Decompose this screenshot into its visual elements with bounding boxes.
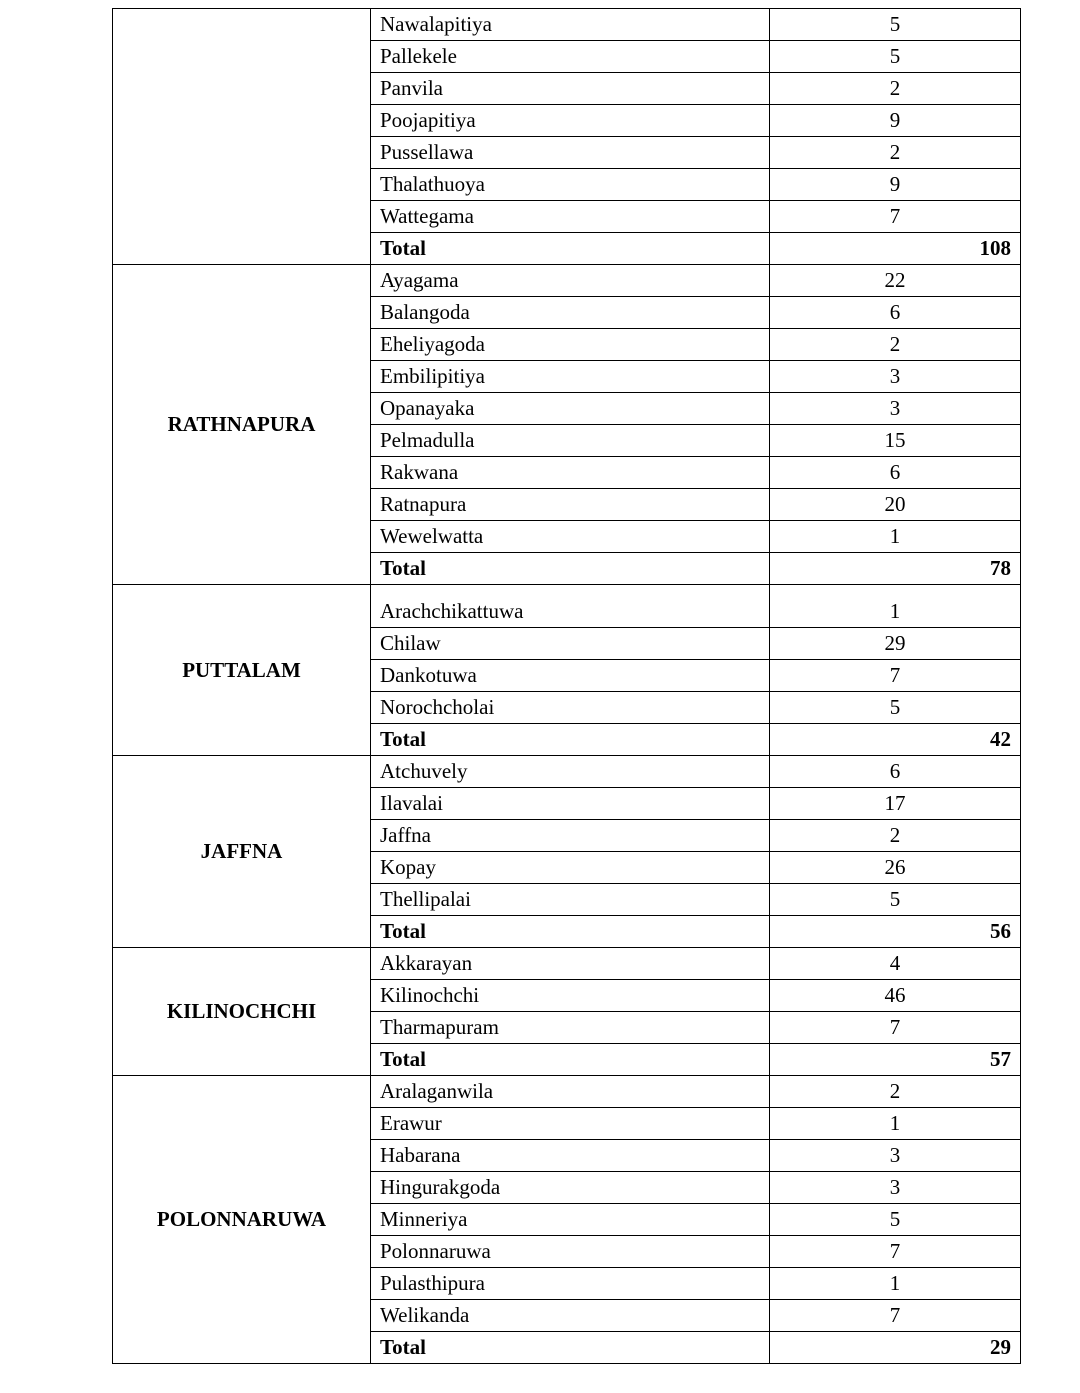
place-count: 2 xyxy=(770,820,1021,852)
table-row xyxy=(113,585,1021,628)
place-count: 2 xyxy=(770,137,1021,169)
place-name: Ilavalai xyxy=(371,788,770,820)
total-value: 108 xyxy=(770,233,1021,265)
place-count: 5 xyxy=(770,1204,1021,1236)
place-name: Polonnaruwa xyxy=(371,1236,770,1268)
place-name: Nawalapitiya xyxy=(371,9,770,41)
place-count: 2 xyxy=(770,1076,1021,1108)
place-name: Tharmapuram xyxy=(371,1012,770,1044)
place-count: 46 xyxy=(770,980,1021,1012)
place-name: Poojapitiya xyxy=(371,105,770,137)
place-count: 3 xyxy=(770,393,1021,425)
place-name: Panvila xyxy=(371,73,770,105)
place-count: 20 xyxy=(770,489,1021,521)
place-count: 17 xyxy=(770,788,1021,820)
place-name: Ayagama xyxy=(371,265,770,297)
place-count: 9 xyxy=(770,169,1021,201)
place-count: 1 xyxy=(770,1268,1021,1300)
place-count: 5 xyxy=(770,692,1021,724)
place-count: 26 xyxy=(770,852,1021,884)
place-name: Hingurakgoda xyxy=(371,1172,770,1204)
place-name: Pelmadulla xyxy=(371,425,770,457)
place-count: 3 xyxy=(770,1140,1021,1172)
place-name: Balangoda xyxy=(371,297,770,329)
total-label: Total xyxy=(371,724,770,756)
place-name: Erawur xyxy=(371,1108,770,1140)
district-name xyxy=(113,9,371,265)
place-name: Thellipalai xyxy=(371,884,770,916)
place-name: Aralaganwila xyxy=(371,1076,770,1108)
place-count: 15 xyxy=(770,425,1021,457)
place-name: Arachchikattuwa xyxy=(371,585,770,628)
total-value: 56 xyxy=(770,916,1021,948)
place-name: Eheliyagoda xyxy=(371,329,770,361)
place-count: 7 xyxy=(770,1300,1021,1332)
place-name: Norochcholai xyxy=(371,692,770,724)
district-name: PUTTALAM xyxy=(113,585,371,756)
place-name: Embilipitiya xyxy=(371,361,770,393)
place-name: Habarana xyxy=(371,1140,770,1172)
place-name: Pallekele xyxy=(371,41,770,73)
district-name: JAFFNA xyxy=(113,756,371,948)
place-count: 1 xyxy=(770,1108,1021,1140)
place-count: 22 xyxy=(770,265,1021,297)
table-row xyxy=(113,756,1021,788)
place-count: 7 xyxy=(770,201,1021,233)
place-name: Wattegama xyxy=(371,201,770,233)
district-name: POLONNARUWA xyxy=(113,1076,371,1364)
district-count-table xyxy=(112,8,1021,1364)
place-count: 5 xyxy=(770,41,1021,73)
place-name: Pussellawa xyxy=(371,137,770,169)
table-body xyxy=(113,9,1021,1364)
place-name: Pulasthipura xyxy=(371,1268,770,1300)
total-label: Total xyxy=(371,233,770,265)
place-count: 9 xyxy=(770,105,1021,137)
place-name: Rakwana xyxy=(371,457,770,489)
place-name: Dankotuwa xyxy=(371,660,770,692)
total-label: Total xyxy=(371,553,770,585)
place-count: 2 xyxy=(770,73,1021,105)
place-count: 6 xyxy=(770,756,1021,788)
total-label: Total xyxy=(371,1332,770,1364)
place-count: 6 xyxy=(770,297,1021,329)
total-label: Total xyxy=(371,916,770,948)
place-count: 1 xyxy=(770,585,1021,628)
place-count: 3 xyxy=(770,1172,1021,1204)
place-name: Welikanda xyxy=(371,1300,770,1332)
place-count: 6 xyxy=(770,457,1021,489)
place-count: 7 xyxy=(770,660,1021,692)
place-count: 7 xyxy=(770,1012,1021,1044)
place-count: 1 xyxy=(770,521,1021,553)
place-name: Ratnapura xyxy=(371,489,770,521)
table-row xyxy=(113,1076,1021,1108)
place-name: Atchuvely xyxy=(371,756,770,788)
place-count: 5 xyxy=(770,9,1021,41)
place-name: Akkarayan xyxy=(371,948,770,980)
place-name: Kopay xyxy=(371,852,770,884)
total-value: 57 xyxy=(770,1044,1021,1076)
place-name: Minneriya xyxy=(371,1204,770,1236)
district-name: RATHNAPURA xyxy=(113,265,371,585)
place-name: Thalathuoya xyxy=(371,169,770,201)
place-name: Jaffna xyxy=(371,820,770,852)
district-name: KILINOCHCHI xyxy=(113,948,371,1076)
table-row xyxy=(113,948,1021,980)
place-count: 29 xyxy=(770,628,1021,660)
total-label: Total xyxy=(371,1044,770,1076)
place-count: 5 xyxy=(770,884,1021,916)
place-count: 3 xyxy=(770,361,1021,393)
place-count: 7 xyxy=(770,1236,1021,1268)
table-row xyxy=(113,265,1021,297)
total-value: 42 xyxy=(770,724,1021,756)
place-name: Wewelwatta xyxy=(371,521,770,553)
place-count: 4 xyxy=(770,948,1021,980)
place-name: Kilinochchi xyxy=(371,980,770,1012)
place-name: Opanayaka xyxy=(371,393,770,425)
total-value: 78 xyxy=(770,553,1021,585)
place-count: 2 xyxy=(770,329,1021,361)
total-value: 29 xyxy=(770,1332,1021,1364)
place-name: Chilaw xyxy=(371,628,770,660)
table-row xyxy=(113,9,1021,41)
